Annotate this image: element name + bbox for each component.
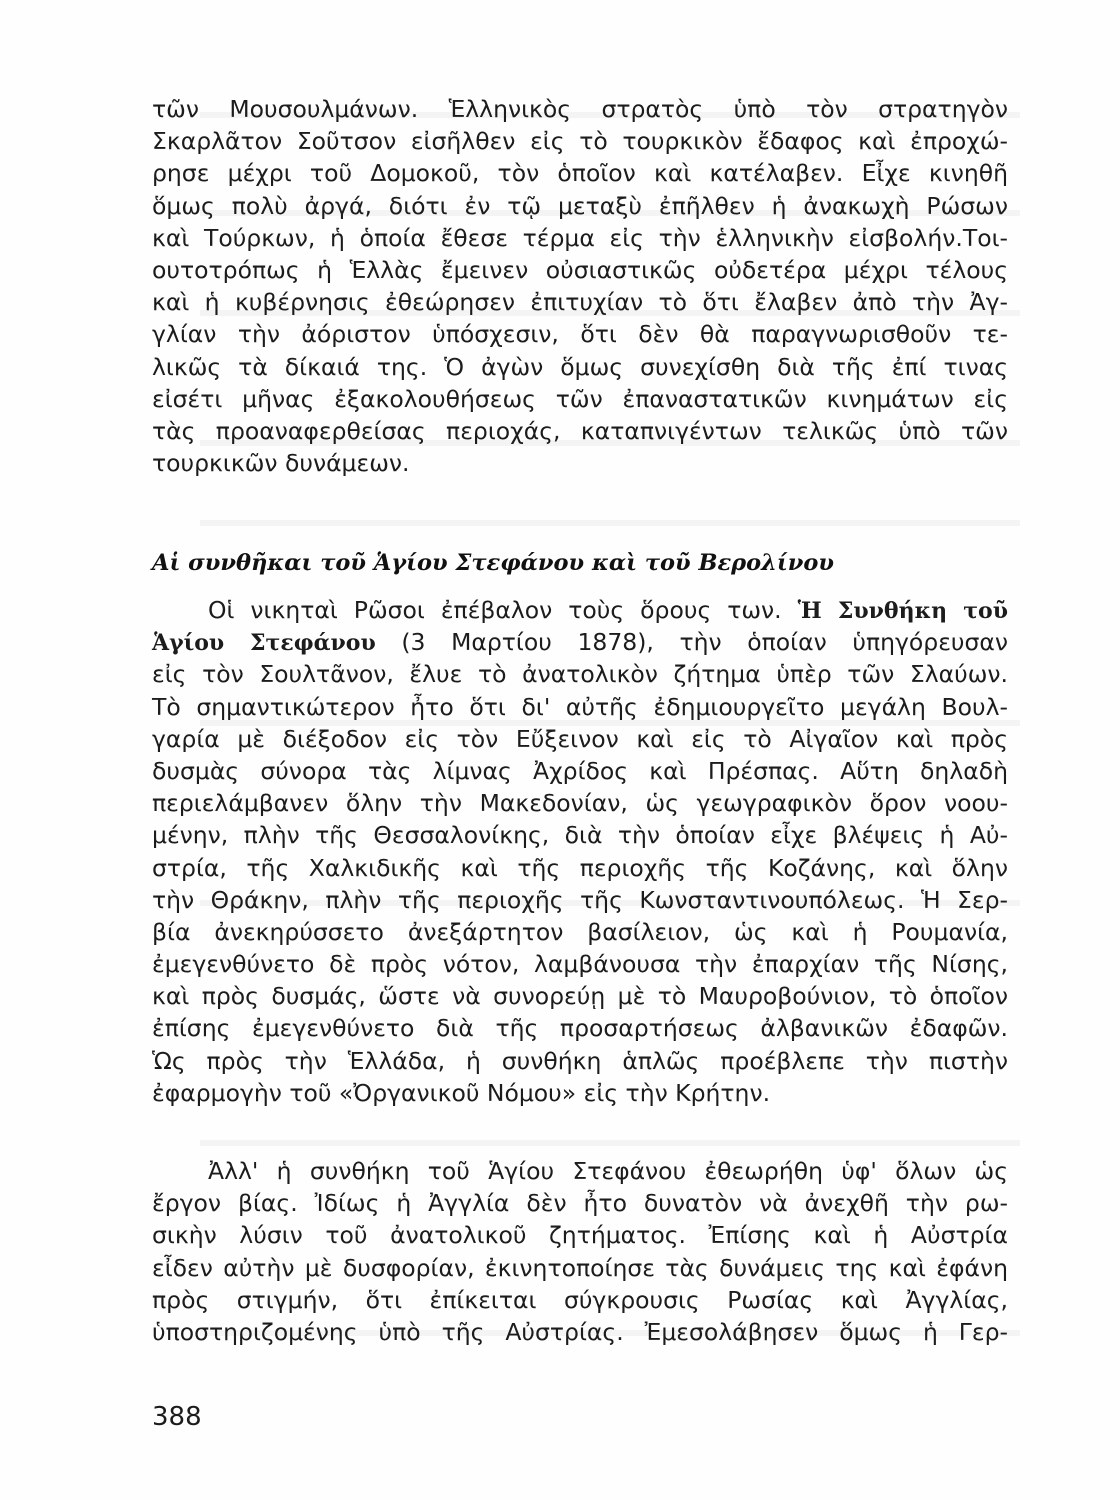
text-line: μένην, πλὴν τῆς Θεσσαλονίκης, διὰ τὴν ὁποίαν εἶχε βλέψεις ἡ Αὐ- — [152, 821, 1008, 850]
text-line: ἐφαρμογὴν τοῦ «Ὀργανικοῦ Νόμου» εἰς τὴν Κρήτην. — [152, 1078, 771, 1107]
paragraph-3 — [152, 1155, 1008, 1348]
text-line: ἐπίσης ἐμεγενθύνετο διὰ τῆς προσαρτήσεως ἀλβανικῶν ἐδαφῶν. — [152, 1014, 1008, 1043]
text-line: καὶ Τούρκων, ἡ ὁποία ἔθεσε τέρμα εἰς τὴν ἑλληνικὴν εἰσβολήν.Τοι- — [152, 223, 1008, 252]
text-line: καὶ ἡ κυβέρνησις ἐθεώρησεν ἐπιτυχίαν τὸ ὅτι ἔλαβεν ἀπὸ τὴν Ἀγ- — [152, 288, 1008, 317]
paragraph-1 — [152, 93, 1008, 479]
text-line: εἰσέτι μῆνας ἐξακολουθήσεως τῶν ἐπαναστατικῶν κινημάτων εἰς — [152, 384, 1008, 413]
text-line: γαρία μὲ διέξοδον εἰς τὸν Εὔξεινον καὶ εἰς τὸ Αἰγαῖον καὶ πρὸς — [152, 724, 1008, 753]
text-run: Οἱ νικηταὶ Ρῶσοι ἐπέβαλον τοὺς ὅρους των. — [208, 596, 798, 624]
page-number: 388 — [152, 1402, 202, 1432]
text-line: περιελάμβανεν ὅλην τὴν Μακεδονίαν, ὡς γεωγραφικὸν ὅρον νοου- — [152, 789, 1008, 818]
text-line: Ὡς πρὸς τὴν Ἑλλάδα, ἡ συνθήκη ἁπλῶς προέβλεπε τὴν πιστὴν — [152, 1046, 1008, 1075]
text-line: σικὴν λύσιν τοῦ ἀνατολικοῦ ζητήματος. Ἐπίσης καὶ ἡ Αὐστρία — [152, 1221, 1008, 1250]
text-line: καὶ πρὸς δυσμάς, ὥστε νὰ συνορεύῃ μὲ τὸ Μαυροβούνιον, τὸ ὁποῖον — [152, 982, 1008, 1011]
text-line: τῶν Μουσουλμάνων. Ἑλληνικὸς στρατὸς ὑπὸ τὸν στρατηγὸν — [152, 95, 1008, 123]
text-run: (3 Μαρτίου 1878), τὴν ὁποίαν ὑπηγόρευσαν — [375, 628, 1009, 657]
text-line: λικῶς τὰ δίκαιά της. Ὁ ἀγὼν ὅμως συνεχίσθη διὰ τῆς ἐπί τινας — [152, 352, 1008, 381]
text-line: δυσμὰς σύνορα τὰς λίμνας Ἀχρίδος καὶ Πρέσπας. Αὕτη δηλαδὴ — [152, 756, 1008, 785]
show-through-line — [200, 520, 1020, 526]
paragraph-2 — [152, 594, 1008, 1109]
text-line — [152, 626, 1008, 658]
section-heading: Αἱ συνθῆκαι τοῦ Ἁγίου Στεφάνου καὶ τοῦ Βερολίνου — [152, 550, 835, 576]
text-line: Τὸ σημαντικώτερον ἦτο ὅτι δι' αὐτῆς ἐδημιουργεῖτο μεγάλη Βουλ- — [152, 692, 1008, 721]
text-line: ουτοτρόπως ἡ Ἑλλὰς ἔμεινεν οὐσιαστικῶς οὐδετέρα μέχρι τέλους — [152, 255, 1008, 284]
text-line: εἰς τὸν Σουλτᾶνον, ἔλυε τὸ ἀνατολικὸν ζήτημα ὑπὲρ τῶν Σλαύων. — [152, 660, 1008, 689]
bold-treaty-name: Ἁγίου Στεφάνου — [152, 630, 376, 657]
text-line: εἶδεν αὐτὴν μὲ δυσφορίαν, ἐκινητοποίησε τὰς δυνάμεις της καὶ ἐφάνη — [152, 1253, 1008, 1282]
text-line: Σκαρλᾶτον Σοῦτσον εἰσῆλθεν εἰς τὸ τουρκικὸν ἔδαφος καὶ ἐπροχώ- — [152, 127, 1008, 156]
text-line: ὑποστηριζομένης ὑπὸ τῆς Αὐστρίας. Ἐμεσολάβησεν ὅμως ἡ Γερ- — [152, 1317, 1008, 1346]
text-line: βία ἀνεκηρύσσετο ἀνεξάρτητον βασίλειον, ὡς καὶ ἡ Ρουμανία, — [152, 917, 1008, 946]
text-line: ἐμεγενθύνετο δὲ πρὸς νότον, λαμβάνουσα τὴν ἐπαρχίαν τῆς Νίσης, — [152, 950, 1008, 979]
text-line: ἔργον βίας. Ἰδίως ἡ Ἀγγλία δὲν ἦτο δυνατὸν νὰ ἀνεχθῆ τὴν ρω- — [152, 1189, 1008, 1218]
show-through-line — [200, 1140, 1020, 1146]
text-line: γλίαν τὴν ἀόριστον ὑπόσχεσιν, ὅτι δὲν θὰ παραγνωρισθοῦν τε- — [152, 320, 1008, 349]
bold-treaty-name: Ἡ Συνθήκη τοῦ — [797, 598, 1008, 624]
text-line: τουρκικῶν δυνάμεων. — [152, 449, 410, 478]
text-line: πρὸς στιγμήν, ὅτι ἐπίκειται σύγκρουσις Ρωσίας καὶ Ἀγγλίας, — [152, 1285, 1008, 1314]
text-line: τὴν Θράκην, πλὴν τῆς περιοχῆς τῆς Κωνσταντινουπόλεως. Ἡ Σερ- — [152, 885, 1008, 914]
text-line: ὅμως πολὺ ἀργά, διότι ἐν τῷ μεταξὺ ἐπῆλθεν ἡ ἀνακωχὴ Ρώσων — [152, 191, 1008, 220]
text-line: ρησε μέχρι τοῦ Δομοκοῦ, τὸν ὁποῖον καὶ κατέλαβεν. Εἶχε κινηθῆ — [152, 159, 1008, 188]
text-line: Ἀλλ' ἡ συνθήκη τοῦ Ἁγίου Στεφάνου ἐθεωρήθη ὑφ' ὅλων ὡς — [208, 1157, 1008, 1185]
text-line: στρία, τῆς Χαλκιδικῆς καὶ τῆς περιοχῆς τῆς Κοζάνης, καὶ ὅλην — [152, 853, 1008, 882]
text-line — [152, 594, 1008, 626]
text-line: τὰς προαναφερθείσας περιοχάς, καταπνιγέντων τελικῶς ὑπὸ τῶν — [152, 416, 1008, 445]
